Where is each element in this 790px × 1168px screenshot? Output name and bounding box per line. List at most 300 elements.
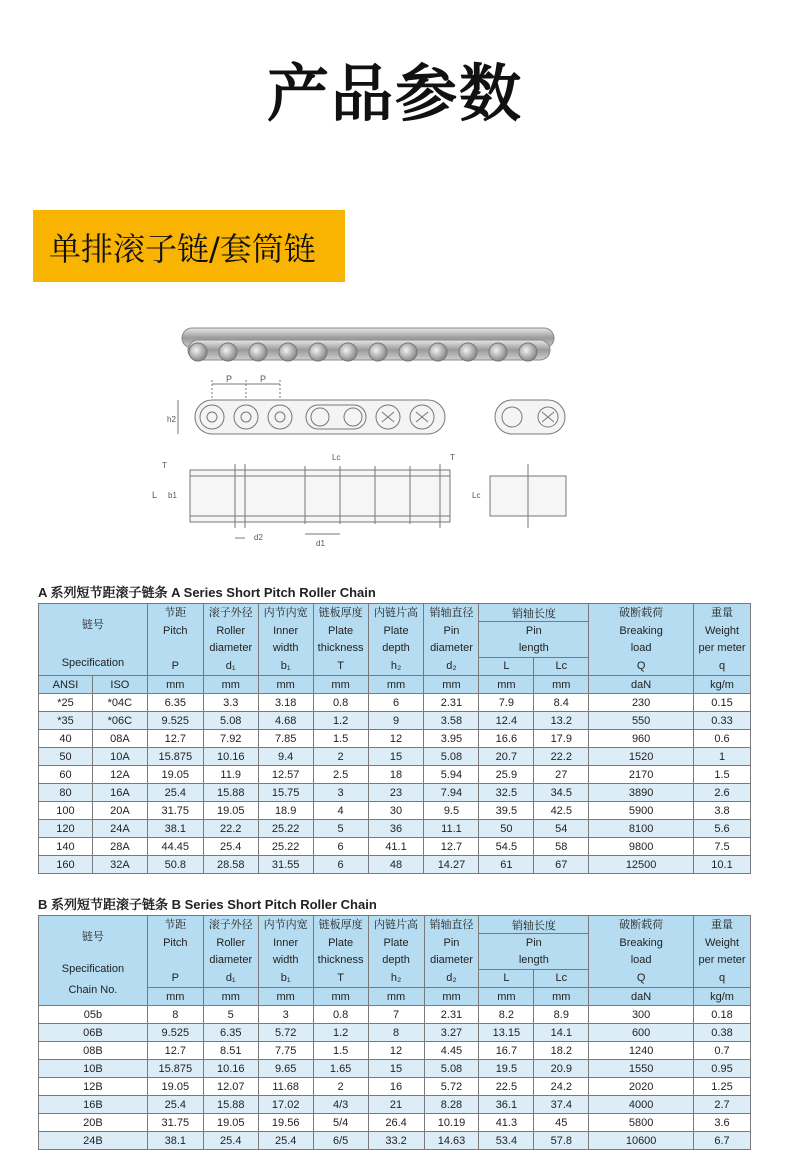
table-cell: 31.75 bbox=[147, 802, 203, 820]
table-cell: 25.4 bbox=[147, 784, 203, 802]
table-cell: 19.05 bbox=[147, 766, 203, 784]
column-header: Pin bbox=[443, 624, 460, 637]
table-cell: 9.5 bbox=[424, 802, 479, 820]
table-cell: 9.65 bbox=[258, 1060, 313, 1078]
table-row bbox=[39, 1060, 751, 1078]
table-cell: 1520 bbox=[589, 748, 694, 766]
column-header: thickness bbox=[317, 954, 364, 966]
table-cell: 10.16 bbox=[203, 1060, 258, 1078]
table-cell: 08A bbox=[92, 730, 147, 748]
table-cell: 33.2 bbox=[368, 1132, 424, 1150]
table-cell: 0.7 bbox=[694, 1042, 751, 1060]
column-header: mm bbox=[313, 676, 368, 694]
table-cell: 9.525 bbox=[147, 712, 203, 730]
column-header bbox=[589, 604, 694, 676]
table-cell: 8100 bbox=[589, 820, 694, 838]
table-cell: 27 bbox=[534, 766, 589, 784]
table-cell: 67 bbox=[534, 856, 589, 874]
table-cell: 18 bbox=[368, 766, 424, 784]
table-cell: 5/4 bbox=[313, 1114, 368, 1132]
table-cell: 6/5 bbox=[313, 1132, 368, 1150]
column-header: 链板厚度 bbox=[318, 607, 363, 619]
column-header bbox=[148, 952, 203, 970]
dim-lc-top: Lc bbox=[332, 453, 341, 462]
table-cell: 2.7 bbox=[694, 1096, 751, 1114]
table-cell: *25 bbox=[39, 694, 93, 712]
column-header: mm bbox=[203, 988, 258, 1006]
table-cell: 15.875 bbox=[147, 1060, 203, 1078]
table-cell: 13.15 bbox=[479, 1024, 534, 1042]
column-header: load bbox=[630, 642, 652, 654]
table-cell: 550 bbox=[589, 712, 694, 730]
table-cell: 20A bbox=[92, 802, 147, 820]
table-cell: 10B bbox=[39, 1060, 148, 1078]
table-cell: 44.45 bbox=[147, 838, 203, 856]
table-cell: 26.4 bbox=[368, 1114, 424, 1132]
table-cell: 8.2 bbox=[479, 1006, 534, 1024]
table-cell: 19.56 bbox=[258, 1114, 313, 1132]
column-header: Chain No. bbox=[68, 984, 118, 996]
column-header bbox=[694, 916, 751, 988]
table-cell: 10.1 bbox=[694, 856, 751, 874]
column-header: 销轴直径 bbox=[429, 919, 474, 931]
column-header: Specification bbox=[61, 656, 125, 669]
table-cell: 30 bbox=[368, 802, 424, 820]
column-header: 重量 bbox=[711, 919, 733, 931]
column-header bbox=[368, 916, 424, 988]
section-banner-label: 单排滚子链/套筒链 bbox=[49, 230, 316, 268]
dim-p2: P bbox=[260, 374, 267, 384]
table-cell: 42.5 bbox=[534, 802, 589, 820]
table-cell: 1 bbox=[694, 748, 751, 766]
column-header: 内链片高 bbox=[374, 919, 419, 931]
table-cell: 3.18 bbox=[258, 694, 313, 712]
table-cell: 8.51 bbox=[203, 1042, 258, 1060]
table-cell: 6.35 bbox=[203, 1024, 258, 1042]
table-cell: 10A bbox=[92, 748, 147, 766]
table-cell: 25.9 bbox=[479, 766, 534, 784]
table-cell: 22.2 bbox=[534, 748, 589, 766]
column-header: mm bbox=[258, 676, 313, 694]
table-row bbox=[39, 1024, 751, 1042]
table-cell: 7.75 bbox=[258, 1042, 313, 1060]
table-cell: 24.2 bbox=[534, 1078, 589, 1096]
column-header: 链号 bbox=[81, 931, 104, 943]
column-header: Pitch bbox=[163, 624, 188, 637]
table-cell: 3.8 bbox=[694, 802, 751, 820]
table-cell: 5800 bbox=[589, 1114, 694, 1132]
table-cell: 12.7 bbox=[147, 1042, 203, 1060]
table-cell: 140 bbox=[39, 838, 93, 856]
table-cell: 24B bbox=[39, 1132, 148, 1150]
table-row bbox=[39, 1078, 751, 1096]
table-cell: 7.85 bbox=[258, 730, 313, 748]
column-header: diameter bbox=[430, 954, 473, 966]
column-header: length bbox=[479, 639, 589, 657]
table-cell: 8.9 bbox=[534, 1006, 589, 1024]
table-cell: 2.6 bbox=[694, 784, 751, 802]
table-cell: 25.4 bbox=[203, 838, 258, 856]
column-header: Lc bbox=[534, 657, 589, 675]
table-cell: 120 bbox=[39, 820, 93, 838]
dim-lc-side: Lc bbox=[472, 491, 481, 500]
table-cell: 41.1 bbox=[368, 838, 424, 856]
column-header: 销轴长度 bbox=[479, 604, 589, 622]
column-header: mm bbox=[147, 676, 203, 694]
table-cell: 32A bbox=[92, 856, 147, 874]
column-header: Specification bbox=[61, 962, 125, 975]
column-header: Pin bbox=[443, 936, 460, 949]
column-header: thickness bbox=[317, 642, 364, 654]
column-header: 链板厚度 bbox=[318, 919, 363, 931]
table-row bbox=[39, 712, 751, 730]
column-header: 内节内宽 bbox=[263, 919, 308, 931]
column-header: 破断载荷 bbox=[619, 919, 664, 931]
column-header: q bbox=[718, 971, 726, 984]
table-cell: 28.58 bbox=[203, 856, 258, 874]
table-cell: 4/3 bbox=[313, 1096, 368, 1114]
table-cell: 5.08 bbox=[424, 1060, 479, 1078]
table-cell: 54.5 bbox=[479, 838, 534, 856]
table-cell: 80 bbox=[39, 784, 93, 802]
table-cell: 45 bbox=[534, 1114, 589, 1132]
column-header: P bbox=[171, 659, 179, 672]
table-cell: 0.95 bbox=[694, 1060, 751, 1078]
column-header bbox=[258, 604, 313, 676]
column-header: 破断载荷 bbox=[619, 607, 664, 619]
page-title: 产品参数 bbox=[266, 57, 523, 130]
table-cell: 8.4 bbox=[534, 694, 589, 712]
table-cell: 0.6 bbox=[694, 730, 751, 748]
dim-l: L bbox=[152, 490, 158, 500]
chain-photo bbox=[178, 322, 558, 372]
table-cell: 1.5 bbox=[313, 730, 368, 748]
table-cell: 0.8 bbox=[313, 1006, 368, 1024]
table-cell: 24A bbox=[92, 820, 147, 838]
table-row bbox=[39, 856, 751, 874]
table-cell: 23 bbox=[368, 784, 424, 802]
table-cell: 7.94 bbox=[424, 784, 479, 802]
table-row bbox=[39, 1114, 751, 1132]
table-cell: 4.45 bbox=[424, 1042, 479, 1060]
dim-d2: d2 bbox=[254, 533, 263, 542]
table-a bbox=[38, 603, 751, 874]
table-cell: 5 bbox=[313, 820, 368, 838]
column-header: T bbox=[337, 659, 344, 672]
table-cell: 5900 bbox=[589, 802, 694, 820]
column-header: Plate bbox=[328, 624, 354, 637]
table-cell: 18.2 bbox=[534, 1042, 589, 1060]
table-cell: 12.07 bbox=[203, 1078, 258, 1096]
table-cell: *06C bbox=[92, 712, 147, 730]
table-cell: 39.5 bbox=[479, 802, 534, 820]
table-cell: 14.1 bbox=[534, 1024, 589, 1042]
column-header: mm bbox=[203, 676, 258, 694]
table-cell: 2170 bbox=[589, 766, 694, 784]
table-cell: 5.08 bbox=[203, 712, 258, 730]
table-cell: 5.72 bbox=[424, 1078, 479, 1096]
column-header: length bbox=[479, 951, 589, 969]
table-cell: 19.05 bbox=[203, 802, 258, 820]
table-cell: 31.55 bbox=[258, 856, 313, 874]
column-header: mm bbox=[479, 676, 534, 694]
table-cell: 7 bbox=[368, 1006, 424, 1024]
table-row bbox=[39, 1042, 751, 1060]
table-cell: 34.5 bbox=[534, 784, 589, 802]
table-cell: 4.68 bbox=[258, 712, 313, 730]
table-cell: 25.4 bbox=[258, 1132, 313, 1150]
table-cell: 28A bbox=[92, 838, 147, 856]
table-row bbox=[39, 694, 751, 712]
table-cell: 8.28 bbox=[424, 1096, 479, 1114]
column-header bbox=[147, 916, 203, 988]
table-cell: 160 bbox=[39, 856, 93, 874]
column-header bbox=[694, 604, 751, 676]
section-banner bbox=[33, 210, 345, 282]
table-cell: 37.4 bbox=[534, 1096, 589, 1114]
table-cell: 12.57 bbox=[258, 766, 313, 784]
column-header: mm bbox=[534, 676, 589, 694]
column-header: ANSI bbox=[39, 676, 93, 694]
column-header: d₂ bbox=[446, 659, 457, 672]
table-cell: 2020 bbox=[589, 1078, 694, 1096]
table-cell: 0.15 bbox=[694, 694, 751, 712]
table-cell: 9.525 bbox=[147, 1024, 203, 1042]
column-header: b₁ bbox=[280, 971, 291, 984]
table-cell: 8 bbox=[368, 1024, 424, 1042]
column-header: h₂ bbox=[390, 659, 402, 672]
column-header bbox=[258, 916, 313, 988]
column-header bbox=[368, 604, 424, 676]
table-cell: 16 bbox=[368, 1078, 424, 1096]
table-cell: 0.8 bbox=[313, 694, 368, 712]
dim-t1: T bbox=[162, 461, 167, 470]
column-header: per meter bbox=[698, 954, 746, 966]
table-cell: 12.7 bbox=[424, 838, 479, 856]
table-cell: 960 bbox=[589, 730, 694, 748]
column-header bbox=[589, 916, 694, 988]
table-cell: 06B bbox=[39, 1024, 148, 1042]
table-cell: 3 bbox=[258, 1006, 313, 1024]
column-header bbox=[148, 640, 203, 658]
table-b-caption: B 系列短节距滚子链条 B Series Short Pitch Roller Chain bbox=[38, 897, 377, 912]
table-cell: 4 bbox=[313, 802, 368, 820]
table-cell: 11.68 bbox=[258, 1078, 313, 1096]
table-cell: 10.19 bbox=[424, 1114, 479, 1132]
table-cell: 16A bbox=[92, 784, 147, 802]
column-header bbox=[424, 916, 479, 988]
table-cell: 5 bbox=[203, 1006, 258, 1024]
column-header: Roller bbox=[216, 624, 246, 637]
column-header: 内节内宽 bbox=[263, 607, 308, 619]
table-cell: 600 bbox=[589, 1024, 694, 1042]
column-header: mm bbox=[479, 988, 534, 1006]
table-row bbox=[39, 1006, 751, 1024]
column-header: Q bbox=[636, 971, 646, 984]
table-cell: *35 bbox=[39, 712, 93, 730]
dim-p1: P bbox=[226, 374, 233, 384]
column-header: d₁ bbox=[225, 971, 236, 984]
column-header: mm bbox=[424, 676, 479, 694]
table-cell: 17.9 bbox=[534, 730, 589, 748]
table-cell: 60 bbox=[39, 766, 93, 784]
column-header: daN bbox=[589, 676, 694, 694]
table-cell: 17.02 bbox=[258, 1096, 313, 1114]
column-header: load bbox=[630, 954, 652, 966]
table-cell: 40 bbox=[39, 730, 93, 748]
table-cell: 14.63 bbox=[424, 1132, 479, 1150]
table-cell: 20.7 bbox=[479, 748, 534, 766]
table-cell: 230 bbox=[589, 694, 694, 712]
table-cell: 36 bbox=[368, 820, 424, 838]
table-cell: 0.18 bbox=[694, 1006, 751, 1024]
table-cell: 41.3 bbox=[479, 1114, 534, 1132]
column-header: 内链片高 bbox=[374, 607, 419, 619]
column-header bbox=[203, 916, 258, 988]
column-header: mm bbox=[534, 988, 589, 1006]
dim-h2: h2 bbox=[167, 415, 176, 424]
table-cell: 5.6 bbox=[694, 820, 751, 838]
column-header: d₂ bbox=[446, 971, 457, 984]
column-header: Weight bbox=[704, 624, 740, 637]
column-header: Inner bbox=[273, 624, 299, 637]
column-header: mm bbox=[313, 988, 368, 1006]
table-cell: 6.7 bbox=[694, 1132, 751, 1150]
column-header: Plate bbox=[383, 624, 409, 637]
table-cell: 08B bbox=[39, 1042, 148, 1060]
table-row bbox=[39, 748, 751, 766]
table-cell: 22.5 bbox=[479, 1078, 534, 1096]
column-header: 滚子外径 bbox=[208, 919, 253, 931]
column-header: Pitch bbox=[163, 936, 188, 949]
table-cell: 12B bbox=[39, 1078, 148, 1096]
column-header: diameter bbox=[430, 642, 473, 654]
column-header: kg/m bbox=[694, 988, 751, 1006]
column-header: ISO bbox=[92, 676, 147, 694]
column-header: P bbox=[171, 971, 179, 984]
column-header: mm bbox=[368, 676, 424, 694]
table-cell: 58 bbox=[534, 838, 589, 856]
table-cell: 57.8 bbox=[534, 1132, 589, 1150]
column-header: per meter bbox=[698, 642, 746, 654]
column-header: Q bbox=[636, 659, 646, 672]
table-row bbox=[39, 1096, 751, 1114]
spec-header-b bbox=[39, 916, 148, 1006]
table-cell: 20.9 bbox=[534, 1060, 589, 1078]
table-cell: 19.05 bbox=[147, 1078, 203, 1096]
table-cell: 50.8 bbox=[147, 856, 203, 874]
table-cell: 25.22 bbox=[258, 838, 313, 856]
table-cell: 100 bbox=[39, 802, 93, 820]
column-header: L bbox=[479, 969, 534, 987]
column-header bbox=[147, 604, 203, 676]
table-cell: 50 bbox=[39, 748, 93, 766]
table-cell: 38.1 bbox=[147, 1132, 203, 1150]
table-cell: 16.6 bbox=[479, 730, 534, 748]
column-header: 滚子外径 bbox=[208, 607, 253, 619]
table-cell: 3 bbox=[313, 784, 368, 802]
table-cell: 2.31 bbox=[424, 694, 479, 712]
table-cell: 7.9 bbox=[479, 694, 534, 712]
column-header: mm bbox=[258, 988, 313, 1006]
table-cell: 9.4 bbox=[258, 748, 313, 766]
dim-b1: b1 bbox=[168, 491, 177, 500]
table-cell: 15.88 bbox=[203, 1096, 258, 1114]
table-cell: 15.875 bbox=[147, 748, 203, 766]
table-cell: 12.4 bbox=[479, 712, 534, 730]
table-cell: 2 bbox=[313, 748, 368, 766]
column-header: depth bbox=[382, 954, 410, 966]
table-cell: 54 bbox=[534, 820, 589, 838]
column-header: 重量 bbox=[711, 607, 733, 619]
table-cell: 1.2 bbox=[313, 1024, 368, 1042]
column-header: L bbox=[479, 657, 534, 675]
spec-header bbox=[39, 604, 148, 676]
table-cell: 12500 bbox=[589, 856, 694, 874]
table-cell: 05b bbox=[39, 1006, 148, 1024]
table-cell: 48 bbox=[368, 856, 424, 874]
table-row bbox=[39, 784, 751, 802]
column-header bbox=[424, 604, 479, 676]
column-header: 链号 bbox=[81, 619, 104, 631]
table-row bbox=[39, 766, 751, 784]
table-cell: 1.5 bbox=[694, 766, 751, 784]
column-header: diameter bbox=[209, 954, 253, 966]
dim-d1: d1 bbox=[316, 539, 325, 548]
table-cell: 6 bbox=[313, 856, 368, 874]
table-cell: 1.65 bbox=[313, 1060, 368, 1078]
table-cell: 6 bbox=[368, 694, 424, 712]
table-cell: 8 bbox=[147, 1006, 203, 1024]
table-cell: *04C bbox=[92, 694, 147, 712]
column-header: q bbox=[718, 659, 726, 672]
table-row bbox=[39, 820, 751, 838]
table-cell: 15.75 bbox=[258, 784, 313, 802]
column-header: Roller bbox=[216, 936, 246, 949]
column-header: Breaking bbox=[619, 624, 663, 637]
column-header: 销轴直径 bbox=[429, 607, 474, 619]
table-cell: 5.72 bbox=[258, 1024, 313, 1042]
table-cell: 1.2 bbox=[313, 712, 368, 730]
column-header: Breaking bbox=[619, 936, 663, 949]
column-header: Weight bbox=[704, 936, 740, 949]
table-cell: 21 bbox=[368, 1096, 424, 1114]
column-header bbox=[203, 604, 258, 676]
table-b bbox=[38, 915, 751, 1150]
table-cell: 50 bbox=[479, 820, 534, 838]
table-cell: 2.5 bbox=[313, 766, 368, 784]
table-cell: 1240 bbox=[589, 1042, 694, 1060]
table-cell: 10.16 bbox=[203, 748, 258, 766]
table-a-caption: A 系列短节距滚子链条 A Series Short Pitch Roller Chain bbox=[38, 585, 376, 600]
table-cell: 38.1 bbox=[147, 820, 203, 838]
table-cell: 5.08 bbox=[424, 748, 479, 766]
column-header: Pin bbox=[479, 622, 589, 640]
table-cell: 25.4 bbox=[203, 1132, 258, 1150]
table-cell: 11.1 bbox=[424, 820, 479, 838]
table-cell: 25.4 bbox=[147, 1096, 203, 1114]
table-cell: 5.94 bbox=[424, 766, 479, 784]
table-cell: 12A bbox=[92, 766, 147, 784]
column-header: width bbox=[272, 642, 299, 654]
table-cell: 31.75 bbox=[147, 1114, 203, 1132]
table-cell: 3.6 bbox=[694, 1114, 751, 1132]
table-cell: 4000 bbox=[589, 1096, 694, 1114]
table-cell: 15.88 bbox=[203, 784, 258, 802]
column-header: depth bbox=[382, 642, 410, 654]
table-cell: 53.4 bbox=[479, 1132, 534, 1150]
dim-t2: T bbox=[450, 453, 455, 462]
